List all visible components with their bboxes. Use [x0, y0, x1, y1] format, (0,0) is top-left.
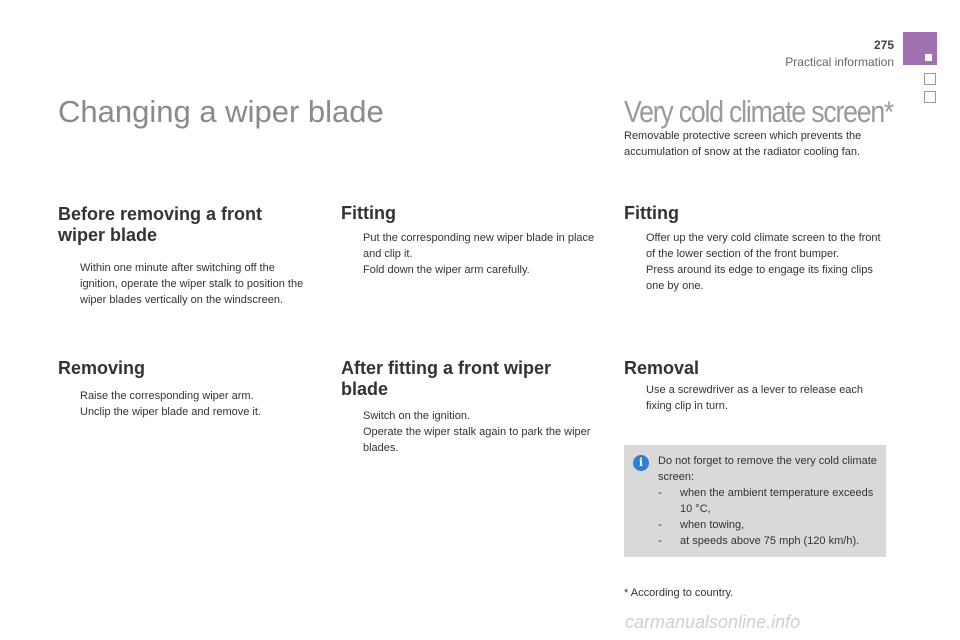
after-fitting-heading: After fitting a front wiper blade: [341, 358, 551, 399]
section-title-cold-screen: Very cold climate screen*: [624, 94, 893, 129]
watermark: carmanualsonline.info: [625, 612, 801, 632]
list-item: Use a screwdriver as a lever to release each fixing clip in turn.: [646, 384, 864, 412]
list-item: Press around its edge to engage its fixing clips one by one.: [646, 264, 873, 292]
before-removing-list: [58, 260, 308, 308]
section-title: Practical information: [785, 55, 894, 69]
list-item: Unclip the wiper blade and remove it.: [80, 406, 261, 418]
info-list-item: - at speeds above 75 mph (120 km/h).: [658, 535, 860, 547]
cold-screen-fitting-section: [624, 203, 886, 294]
before-removing-section: [58, 204, 304, 308]
fitting-heading: Fitting: [341, 203, 396, 223]
cold-screen-intro: Removable protective screen which prevents the accumulation of snow at the radiator cooling fan.: [624, 130, 862, 158]
info-list-item: - when the ambient temperature exceeds 10 °C,: [658, 487, 874, 515]
list-item: Switch on the ignition.: [363, 410, 471, 422]
page-number: 275: [873, 38, 894, 52]
after-fitting-list: [341, 408, 596, 456]
list-item: Operate the wiper stalk again to park the wiper blades.: [363, 426, 591, 454]
cold-screen-removal-section: [624, 358, 886, 414]
list-item: Within one minute after switching off the ignition, operate the wiper stalk to position the wiper blades vertically on the windscreen.: [80, 262, 304, 306]
cold-screen-fitting-heading: Fitting: [624, 203, 679, 223]
info-intro: Do not forget to remove the very cold climate screen:: [658, 455, 877, 483]
after-fitting-section: [341, 358, 591, 456]
tab-marker-icon: [925, 54, 932, 61]
footnote: * According to country.: [624, 587, 734, 599]
before-removing-heading: Before removing a front wiper blade: [58, 204, 263, 245]
chapter-tab[interactable]: [924, 73, 936, 85]
removing-section: [58, 358, 308, 420]
info-list-item: - when towing,: [658, 519, 745, 531]
cold-screen-fitting-list: [624, 230, 882, 294]
fitting-section: [341, 203, 596, 278]
list-item: Offer up the very cold climate screen to the front of the lower section of the front bumper.: [646, 232, 881, 260]
footnote-marker: *: [884, 96, 893, 129]
fitting-list: [341, 230, 596, 278]
list-item: Put the corresponding new wiper blade in place and clip it.: [363, 232, 595, 260]
info-box: [624, 445, 886, 557]
removing-list: [58, 388, 308, 420]
removing-heading: Removing: [58, 358, 146, 378]
chapter-tab-active[interactable]: [903, 32, 937, 65]
list-item: Raise the corresponding wiper arm.: [80, 390, 254, 402]
page-title: Changing a wiper blade: [58, 94, 384, 129]
cold-screen-removal-heading: Removal: [624, 358, 700, 378]
list-item: Fold down the wiper arm carefully.: [363, 264, 530, 276]
info-icon: i: [633, 455, 649, 471]
info-text: [658, 453, 880, 549]
cold-screen-removal-list: [624, 382, 874, 414]
chapter-tab[interactable]: [924, 91, 936, 103]
